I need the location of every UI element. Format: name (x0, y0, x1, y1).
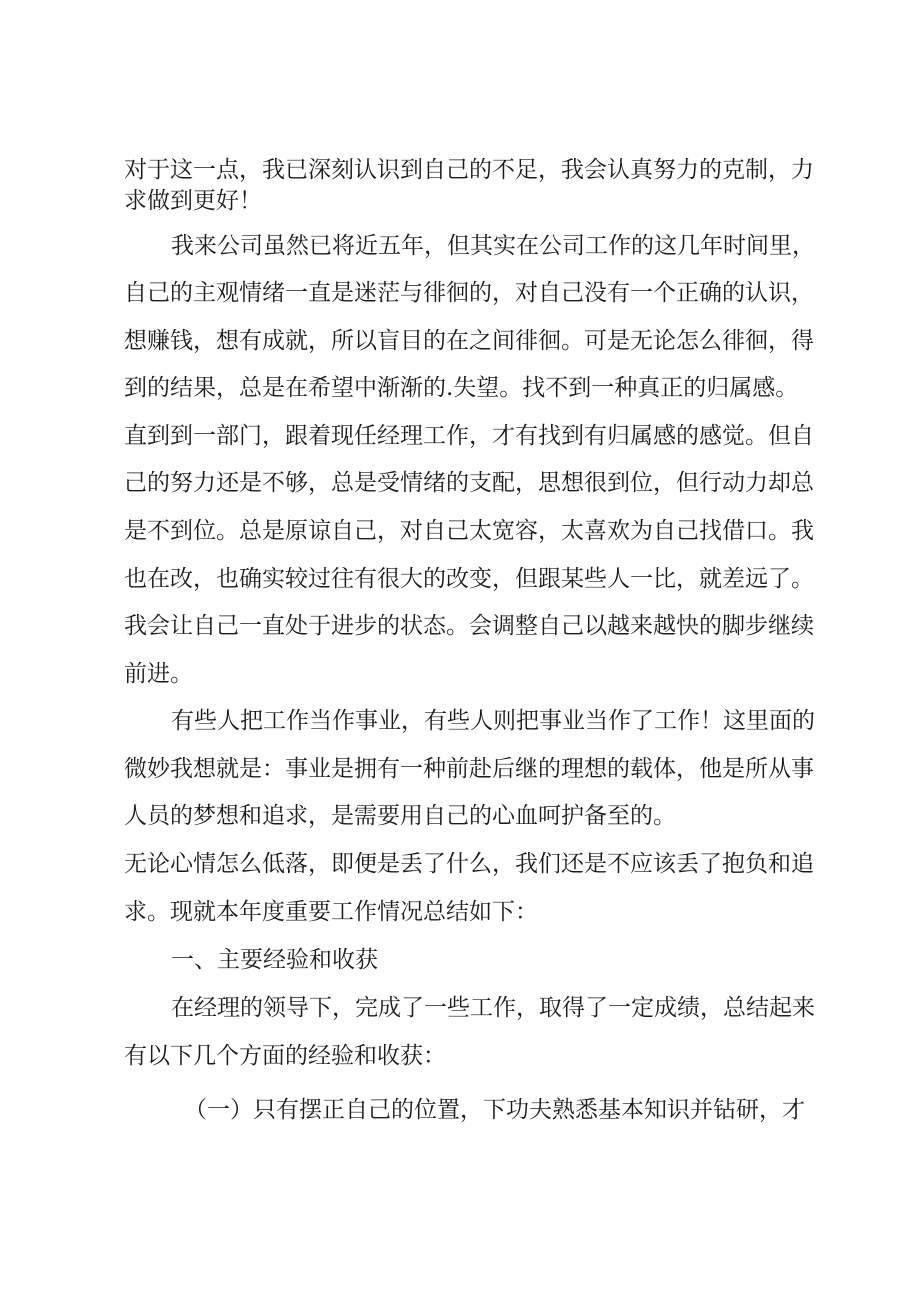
text-line: 直到到一部门，跟着现任经理工作，才有找到有归属感的感觉。但自 (124, 423, 814, 449)
text-line: 我会让自己一直处于进步的状态。会调整自己以越来越快的脚步继续 (124, 613, 814, 639)
text-line: 微妙我想就是：事业是拥有一种前赴后继的理想的载体，他是所从事 (124, 756, 814, 782)
text-line: 人员的梦想和追求，是需要用自己的心血呵护备至的。 (124, 803, 676, 829)
text-line: 我来公司虽然已将近五年，但其实在公司工作的这几年时间里， (171, 233, 815, 259)
text-line: 有以下几个方面的经验和收获： (124, 1043, 446, 1069)
text-line: 是不到位。总是原谅自己，对自己太宽容，太喜欢为自己找借口。我 (124, 518, 814, 544)
text-line: 也在改，也确实较过往有很大的改变，但跟某些人一比，就差远了。 (124, 566, 814, 592)
text-line: 想赚钱，想有成就，所以盲目的在之间徘徊。可是无论怎么徘徊，得 (124, 328, 814, 354)
text-line: 到的结果，总是在希望中渐渐的.失望。找不到一种真正的归属感。 (124, 375, 799, 401)
text-line: 己的努力还是不够，总是受情绪的支配，思想很到位，但行动力却总 (124, 470, 814, 496)
text-line: 前进。 (124, 661, 193, 687)
text-line: 无论心情怎么低落，即便是丢了什么，我们还是不应该丢了抱负和追 (124, 851, 814, 877)
text-line: 有些人把工作当作事业，有些人则把事业当作了工作！这里面的 (171, 708, 815, 734)
text-line: 在经理的领导下，完成了一些工作，取得了一定成绩，总结起来 (171, 995, 815, 1021)
text-line: 求做到更好！ (124, 188, 262, 214)
section-heading: 一、主要经验和收获 (171, 947, 378, 973)
text-line: 求。现就本年度重要工作情况总结如下： (124, 899, 538, 925)
text-line: 对于这一点，我已深刻认识到自己的不足，我会认真努力的克制，力 (124, 157, 814, 183)
text-line: 自己的主观情绪一直是迷茫与徘徊的，对自己没有一个正确的认识， (124, 280, 814, 306)
subsection-heading: （一）只有摆正自己的位置，下功夫熟悉基本知识并钻研，才 (184, 1097, 805, 1123)
